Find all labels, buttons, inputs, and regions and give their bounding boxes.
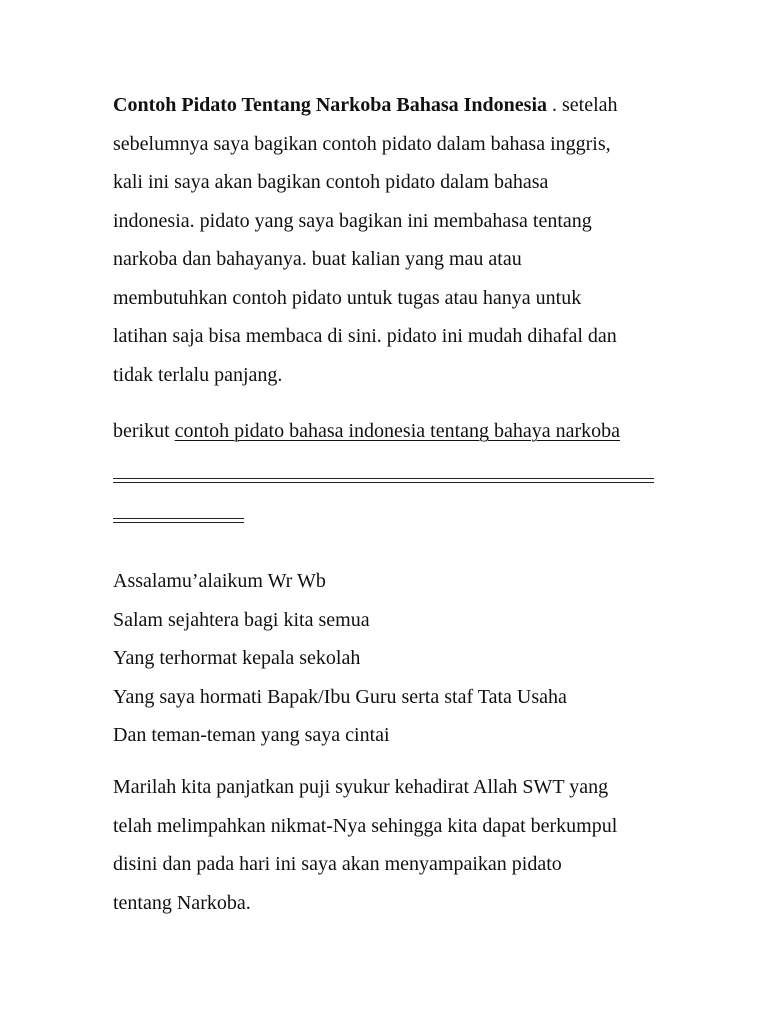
intro-line: narkoba dan bahayanya. buat kalian yang mau atau — [113, 248, 522, 270]
intro-line — [113, 86, 658, 125]
intro-line: latihan saja bisa membaca di sini. pidato ini mudah dihafal dan — [113, 325, 617, 347]
intro-paragraph — [113, 86, 658, 394]
link-prefix: berikut — [113, 420, 175, 442]
intro-line: tidak terlalu panjang. — [113, 363, 283, 386]
greeting-line: Yang terhormat kepala sekolah — [113, 647, 361, 669]
intro-line-text: . setelah — [547, 94, 618, 116]
intro-line: sebelumnya saya bagikan contoh pidato dalam bahasa inggris, — [113, 132, 611, 155]
greeting-line: Salam sejahtera bagi kita semua — [113, 608, 370, 631]
double-rule-separator — [113, 478, 654, 483]
opening-line: disini dan pada hari ini saya akan menyampaikan pidato — [113, 853, 562, 875]
intro-line: membutuhkan contoh pidato untuk tugas atau hanya untuk — [113, 286, 582, 309]
document-title: Contoh Pidato Tentang Narkoba Bahasa Indonesia — [113, 94, 548, 116]
opening-line: tentang Narkoba. — [113, 891, 251, 914]
intro-section — [113, 86, 658, 451]
opening-line: Marilah kita panjatkan puji syukur kehadirat Allah SWT yang — [113, 776, 609, 798]
greeting-line: Assalamu’alaikum Wr Wb — [113, 570, 326, 592]
opening-line: telah melimpahkan nikmat-Nya sehingga kita dapat berkumpul — [113, 814, 618, 837]
opening-paragraph — [113, 768, 658, 922]
intro-line: indonesia. pidato yang saya bagikan ini membahasa tentang — [113, 209, 592, 232]
double-rule-separator-short — [113, 518, 244, 523]
greeting-line: Dan teman-teman yang saya cintai — [113, 724, 390, 746]
greetings-section — [113, 562, 658, 755]
greeting-line: Yang saya hormati Bapak/Ibu Guru serta staf Tata Usaha — [113, 685, 567, 708]
link-paragraph — [113, 412, 658, 451]
intro-line: kali ini saya akan bagikan contoh pidato dalam bahasa — [113, 171, 549, 193]
speech-link[interactable]: contoh pidato bahasa indonesia tentang bahaya narkoba — [174, 420, 621, 442]
